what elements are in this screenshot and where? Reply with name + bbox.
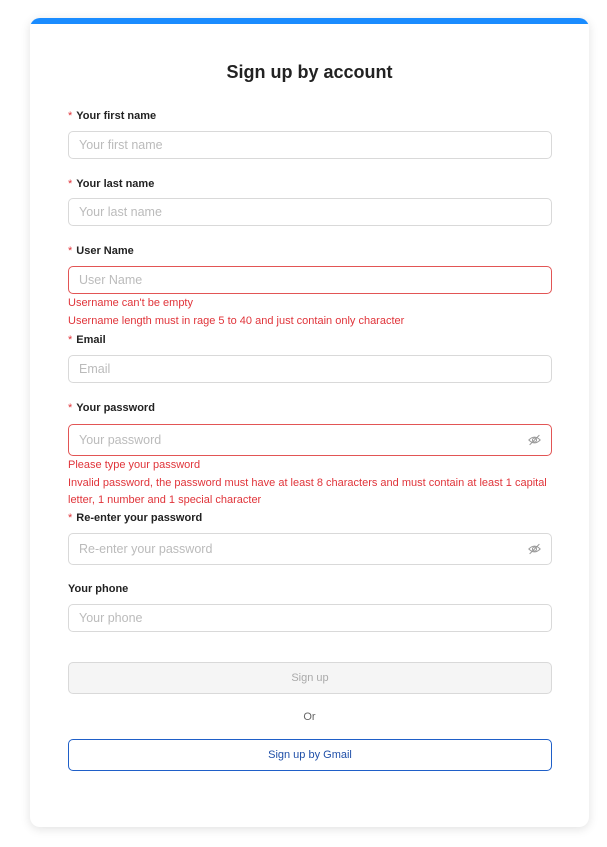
phone-input[interactable]: Your phone xyxy=(68,604,552,632)
page-title: Sign up by account xyxy=(226,62,393,82)
username-errors xyxy=(68,295,552,330)
signup-card xyxy=(30,18,589,827)
username-label: * User Name xyxy=(68,245,134,257)
last-name-input[interactable]: Your last name xyxy=(68,198,552,226)
confirm-password-input[interactable]: Re-enter your password xyxy=(68,533,552,565)
error-message: Invalid password, the password must have at least 8 characters and must contain at least 1 capital letter, 1 number and 1 special character xyxy=(68,476,547,506)
error-message: Username can't be empty xyxy=(68,297,193,309)
or-divider: Or xyxy=(303,711,316,723)
error-message: Please type your password xyxy=(68,459,201,471)
error-message: Username length must in rage 5 to 40 and just contain only character xyxy=(68,314,405,327)
email-input[interactable]: Email xyxy=(68,355,552,383)
password-input[interactable]: Your password xyxy=(68,424,552,456)
first-name-label: * Your first name xyxy=(68,110,157,122)
signup-button[interactable]: Sign up xyxy=(68,662,552,694)
last-name-label: * Your last name xyxy=(68,178,155,190)
password-errors xyxy=(68,457,552,510)
signup-gmail-button[interactable]: Sign up by Gmail xyxy=(68,739,552,771)
email-label: * Email xyxy=(68,334,106,346)
phone-label: Your phone xyxy=(68,583,129,595)
username-input[interactable]: User Name xyxy=(68,266,552,294)
first-name-input[interactable]: Your first name xyxy=(68,131,552,159)
eye-off-icon[interactable] xyxy=(528,543,541,556)
confirm-password-label: * Re-enter your password xyxy=(68,512,203,524)
password-label: * Your password xyxy=(68,402,155,414)
eye-off-icon[interactable] xyxy=(528,434,541,447)
